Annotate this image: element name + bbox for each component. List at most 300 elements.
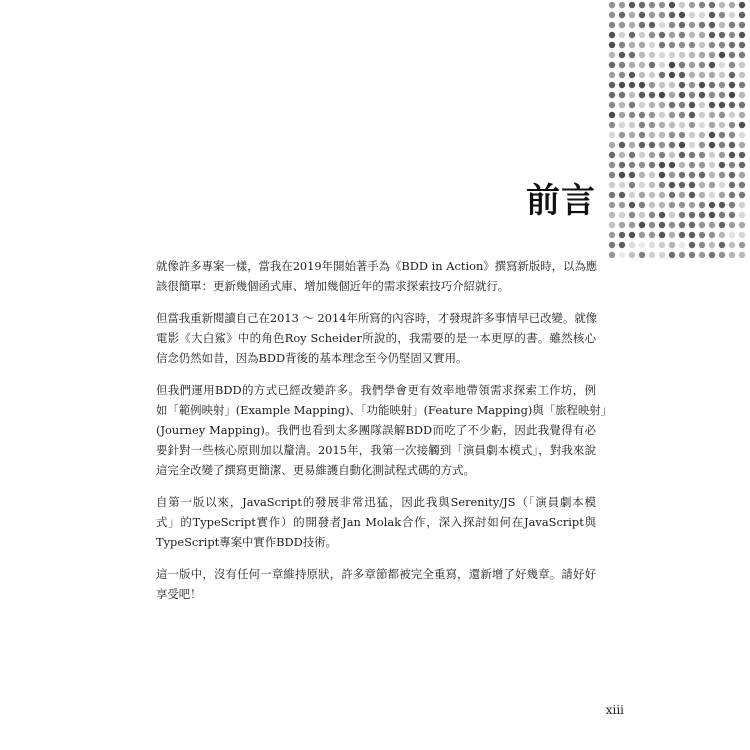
halftone-dot (719, 112, 725, 118)
halftone-dot (609, 62, 615, 68)
halftone-dot (619, 42, 625, 48)
halftone-dot (629, 12, 635, 18)
halftone-dot (689, 72, 695, 78)
halftone-dot (679, 62, 685, 68)
halftone-dot (659, 192, 665, 198)
halftone-dot (679, 102, 685, 108)
halftone-dot (739, 152, 745, 158)
halftone-dot (699, 252, 705, 258)
text-line: 式」的TypeScript實作）的開發者Jan Molak合作，深入探討如何在JavaScript與 (156, 515, 596, 529)
halftone-dot (689, 232, 695, 238)
halftone-dot (639, 52, 645, 58)
halftone-dot (619, 32, 625, 38)
halftone-dot (739, 82, 745, 88)
halftone-dot (619, 122, 625, 128)
halftone-dot (669, 72, 675, 78)
halftone-dot (699, 202, 705, 208)
halftone-dot (659, 22, 665, 28)
halftone-dot (629, 72, 635, 78)
halftone-dot (679, 252, 685, 258)
paragraph (156, 256, 596, 296)
halftone-dot (609, 182, 615, 188)
halftone-dot (629, 62, 635, 68)
halftone-dot (699, 52, 705, 58)
halftone-dot (699, 92, 705, 98)
halftone-dot (609, 2, 615, 8)
halftone-dot (739, 72, 745, 78)
text-line: 該很簡單：更新幾個函式庫、增加幾個近年的需求探索技巧介紹就行。 (156, 279, 510, 293)
halftone-dot (659, 62, 665, 68)
text-line: TypeScript專案中實作BDD技術。 (156, 535, 337, 549)
halftone-dot (689, 92, 695, 98)
halftone-dot (699, 102, 705, 108)
halftone-dot (659, 82, 665, 88)
halftone-dot (709, 42, 715, 48)
halftone-dot (639, 62, 645, 68)
halftone-dot (709, 162, 715, 168)
halftone-dot (649, 82, 655, 88)
halftone-dot (729, 202, 735, 208)
halftone-dot (719, 152, 725, 158)
halftone-dot (639, 212, 645, 218)
halftone-dot (689, 52, 695, 58)
halftone-dot (659, 72, 665, 78)
halftone-dot (689, 112, 695, 118)
halftone-dot (609, 122, 615, 128)
halftone-dot (669, 12, 675, 18)
halftone-dot (639, 102, 645, 108)
halftone-dot (649, 122, 655, 128)
halftone-dot (639, 252, 645, 258)
halftone-dot (669, 142, 675, 148)
halftone-dot (739, 212, 745, 218)
halftone-dot (719, 62, 725, 68)
halftone-dot (679, 232, 685, 238)
halftone-dot (649, 102, 655, 108)
halftone-dot (739, 222, 745, 228)
halftone-dot (729, 172, 735, 178)
halftone-dot (609, 212, 615, 218)
halftone-dot (739, 62, 745, 68)
halftone-dot (719, 192, 725, 198)
halftone-dot (699, 142, 705, 148)
halftone-dot (669, 2, 675, 8)
halftone-dot (619, 192, 625, 198)
text-line: 這一版中，沒有任何一章維持原狀，許多章節都被完全重寫，還新增了好幾章。請好好 (156, 567, 596, 581)
text-line: (Journey Mapping)。我們也看到太多團隊誤解BDD而吃了不少虧，因此我覺得有必 (156, 423, 596, 437)
halftone-dot (609, 132, 615, 138)
halftone-dot (649, 42, 655, 48)
halftone-dot (629, 42, 635, 48)
halftone-dot (639, 222, 645, 228)
halftone-dot (739, 232, 745, 238)
halftone-dot (609, 52, 615, 58)
halftone-dot (659, 102, 665, 108)
halftone-dot (719, 142, 725, 148)
halftone-dot (669, 62, 675, 68)
halftone-dot (709, 232, 715, 238)
text-line: 如「範例映射」(Example Mapping)、「功能映射」(Feature Mapping)與「旅程映射」 (156, 403, 613, 417)
halftone-dot (659, 112, 665, 118)
halftone-dot (609, 152, 615, 158)
halftone-dot (709, 132, 715, 138)
halftone-dot (639, 142, 645, 148)
halftone-dot (679, 52, 685, 58)
halftone-dot (609, 92, 615, 98)
halftone-dot (719, 162, 725, 168)
halftone-dot (659, 142, 665, 148)
halftone-dot (619, 72, 625, 78)
halftone-dot (729, 192, 735, 198)
halftone-dot (609, 82, 615, 88)
halftone-dot (699, 212, 705, 218)
halftone-dot (639, 232, 645, 238)
halftone-dot (669, 222, 675, 228)
halftone-dot (689, 82, 695, 88)
halftone-dot (619, 52, 625, 58)
halftone-dot (649, 2, 655, 8)
halftone-dot (609, 192, 615, 198)
text-line: 電影《大白鯊》中的角色Roy Scheider所說的，我需要的是一本更厚的書。雖然核心 (156, 331, 596, 345)
halftone-dot (709, 142, 715, 148)
halftone-dot (649, 62, 655, 68)
halftone-dot (679, 242, 685, 248)
halftone-dot (719, 2, 725, 8)
halftone-dot (719, 122, 725, 128)
text-line: 享受吧！ (156, 587, 202, 601)
halftone-dot (729, 12, 735, 18)
halftone-dot (739, 22, 745, 28)
halftone-dot (619, 182, 625, 188)
halftone-dot (679, 92, 685, 98)
halftone-dot (739, 192, 745, 198)
halftone-dot (679, 202, 685, 208)
halftone-dot (649, 92, 655, 98)
halftone-dot (649, 162, 655, 168)
halftone-dot (619, 22, 625, 28)
halftone-dot (639, 92, 645, 98)
halftone-dot (739, 202, 745, 208)
halftone-dot (679, 112, 685, 118)
halftone-dot (629, 212, 635, 218)
halftone-dot (609, 102, 615, 108)
halftone-dot (679, 72, 685, 78)
halftone-dot (669, 52, 675, 58)
halftone-dot (679, 2, 685, 8)
halftone-dot (629, 202, 635, 208)
halftone-dot (719, 242, 725, 248)
paragraph (156, 380, 613, 480)
halftone-dot (729, 132, 735, 138)
halftone-dot (709, 82, 715, 88)
halftone-dot (639, 162, 645, 168)
halftone-dot (639, 2, 645, 8)
halftone-dot (619, 112, 625, 118)
halftone-dot (629, 182, 635, 188)
halftone-dot (689, 162, 695, 168)
halftone-dot (679, 182, 685, 188)
halftone-dot (719, 12, 725, 18)
halftone-dot (699, 122, 705, 128)
halftone-dot (669, 242, 675, 248)
halftone-dot (669, 232, 675, 238)
halftone-dot (669, 42, 675, 48)
halftone-dot (669, 172, 675, 178)
halftone-dot (689, 142, 695, 148)
halftone-dot (679, 162, 685, 168)
halftone-dot (649, 112, 655, 118)
halftone-dot (729, 2, 735, 8)
halftone-dot (609, 72, 615, 78)
halftone-dot (609, 162, 615, 168)
halftone-dot (729, 82, 735, 88)
halftone-dot (689, 12, 695, 18)
halftone-dot (739, 242, 745, 248)
halftone-dot (649, 252, 655, 258)
halftone-dot (729, 32, 735, 38)
halftone-dot (709, 212, 715, 218)
halftone-dot (629, 92, 635, 98)
halftone-dot (679, 42, 685, 48)
halftone-dot (729, 22, 735, 28)
halftone-dot (689, 222, 695, 228)
halftone-dot (629, 82, 635, 88)
halftone-dot (739, 182, 745, 188)
halftone-dot (719, 32, 725, 38)
halftone-dot (629, 102, 635, 108)
halftone-dot (739, 92, 745, 98)
halftone-dot (739, 2, 745, 8)
halftone-dot (639, 112, 645, 118)
halftone-dot (689, 32, 695, 38)
halftone-dot (719, 72, 725, 78)
halftone-dot (679, 222, 685, 228)
halftone-dot (619, 212, 625, 218)
halftone-dot (639, 132, 645, 138)
halftone-dot (739, 122, 745, 128)
halftone-dot (659, 32, 665, 38)
halftone-dot (649, 182, 655, 188)
text-line: 要針對一些核心原則加以釐清。2015年，我第一次接觸到「演員劇本模式」，對我來說 (156, 443, 596, 457)
halftone-dot (739, 172, 745, 178)
halftone-dot (689, 242, 695, 248)
text-line: 但我們運用BDD的方式已經改變許多。我們學會更有效率地帶領需求探索工作坊，例 (156, 383, 596, 397)
halftone-dot (739, 252, 745, 258)
halftone-dot (659, 252, 665, 258)
halftone-dot (679, 192, 685, 198)
halftone-dot (639, 42, 645, 48)
halftone-dot (609, 142, 615, 148)
halftone-dot (649, 232, 655, 238)
halftone-dot (619, 82, 625, 88)
halftone-dot (649, 142, 655, 148)
halftone-dot (629, 22, 635, 28)
halftone-dot (659, 222, 665, 228)
halftone-dot (689, 22, 695, 28)
halftone-dot (649, 212, 655, 218)
halftone-dot (719, 52, 725, 58)
halftone-dot (709, 122, 715, 128)
halftone-dot (739, 112, 745, 118)
halftone-dot (689, 122, 695, 128)
halftone-dot (609, 242, 615, 248)
halftone-dot (659, 162, 665, 168)
halftone-dot (609, 32, 615, 38)
halftone-dot (689, 192, 695, 198)
halftone-dot (659, 232, 665, 238)
halftone-dot (689, 212, 695, 218)
halftone-dot (629, 162, 635, 168)
halftone-dot (719, 252, 725, 258)
page-number: xiii (605, 703, 624, 717)
halftone-dot (729, 162, 735, 168)
halftone-dot (709, 172, 715, 178)
halftone-dot (639, 192, 645, 198)
halftone-dot (619, 172, 625, 178)
halftone-dot (719, 232, 725, 238)
halftone-dot (629, 52, 635, 58)
halftone-dot (659, 42, 665, 48)
halftone-dot (719, 42, 725, 48)
halftone-dot (609, 42, 615, 48)
halftone-dot (669, 32, 675, 38)
halftone-dot (729, 242, 735, 248)
halftone-dot (729, 252, 735, 258)
halftone-dot (629, 192, 635, 198)
paragraph (156, 308, 596, 368)
halftone-dot (669, 122, 675, 128)
halftone-dot (659, 52, 665, 58)
halftone-dot (629, 142, 635, 148)
halftone-dot (719, 182, 725, 188)
halftone-dot (679, 82, 685, 88)
halftone-dot (659, 132, 665, 138)
halftone-dot (709, 252, 715, 258)
halftone-dot (629, 232, 635, 238)
halftone-dot (609, 202, 615, 208)
text-line: 信念仍然如昔，因為BDD背後的基本理念至今仍堅固又實用。 (156, 351, 468, 365)
halftone-dot (659, 242, 665, 248)
halftone-dot (719, 202, 725, 208)
halftone-dot (659, 92, 665, 98)
paragraph (156, 564, 596, 604)
halftone-dot (639, 182, 645, 188)
halftone-dot (709, 192, 715, 198)
halftone-dot (609, 252, 615, 258)
halftone-dot (729, 232, 735, 238)
halftone-dot (669, 152, 675, 158)
halftone-dot (629, 252, 635, 258)
halftone-dot (649, 32, 655, 38)
halftone-dot (719, 92, 725, 98)
halftone-dot (699, 222, 705, 228)
halftone-dot (679, 152, 685, 158)
halftone-dot (699, 152, 705, 158)
halftone-dot (649, 172, 655, 178)
halftone-dot (619, 242, 625, 248)
halftone-dot (629, 132, 635, 138)
halftone-dot (729, 212, 735, 218)
halftone-dot (659, 122, 665, 128)
halftone-dot (709, 152, 715, 158)
halftone-dot (649, 202, 655, 208)
halftone-dot (679, 12, 685, 18)
halftone-dot (649, 52, 655, 58)
halftone-dot (669, 162, 675, 168)
halftone-dot (619, 2, 625, 8)
halftone-dot (719, 82, 725, 88)
halftone-dot (649, 132, 655, 138)
halftone-dot (629, 152, 635, 158)
halftone-dot (689, 202, 695, 208)
halftone-dot (709, 32, 715, 38)
halftone-dot (619, 252, 625, 258)
halftone-dot (619, 162, 625, 168)
halftone-dot (629, 222, 635, 228)
halftone-dot (699, 32, 705, 38)
halftone-dot (679, 22, 685, 28)
halftone-dot (619, 142, 625, 148)
halftone-dot (739, 132, 745, 138)
halftone-dot (709, 52, 715, 58)
halftone-dot (649, 22, 655, 28)
halftone-dot (699, 162, 705, 168)
halftone-dot (669, 252, 675, 258)
halftone-dot (619, 62, 625, 68)
halftone-dot (629, 32, 635, 38)
halftone-dot (699, 72, 705, 78)
halftone-dot (729, 102, 735, 108)
halftone-dot (699, 42, 705, 48)
halftone-dot (609, 172, 615, 178)
halftone-dot (639, 172, 645, 178)
body-text (156, 256, 613, 616)
halftone-dot (689, 252, 695, 258)
halftone-dot (729, 42, 735, 48)
halftone-dot (699, 242, 705, 248)
halftone-dot (629, 122, 635, 128)
halftone-dot (729, 222, 735, 228)
halftone-dot (669, 132, 675, 138)
halftone-dot (659, 12, 665, 18)
halftone-dot (689, 152, 695, 158)
halftone-dot (619, 132, 625, 138)
halftone-dot (689, 42, 695, 48)
halftone-dot (729, 142, 735, 148)
halftone-dot (699, 232, 705, 238)
halftone-dot (709, 202, 715, 208)
halftone-dot (699, 112, 705, 118)
halftone-dot (639, 242, 645, 248)
halftone-dot (709, 102, 715, 108)
text-line: 就像許多專案一樣，當我在2019年開始著手為《BDD in Action》撰寫新版時，以為應 (156, 259, 598, 273)
halftone-dot (709, 182, 715, 188)
halftone-dot (699, 182, 705, 188)
halftone-dot (729, 62, 735, 68)
halftone-dot (609, 22, 615, 28)
halftone-dot (679, 172, 685, 178)
halftone-dot (709, 2, 715, 8)
halftone-dot (699, 192, 705, 198)
halftone-dot (659, 172, 665, 178)
halftone-dot (659, 152, 665, 158)
halftone-dot (709, 62, 715, 68)
halftone-dot (639, 202, 645, 208)
halftone-dot (679, 32, 685, 38)
halftone-dot (629, 112, 635, 118)
halftone-dot (669, 202, 675, 208)
halftone-dot (659, 212, 665, 218)
